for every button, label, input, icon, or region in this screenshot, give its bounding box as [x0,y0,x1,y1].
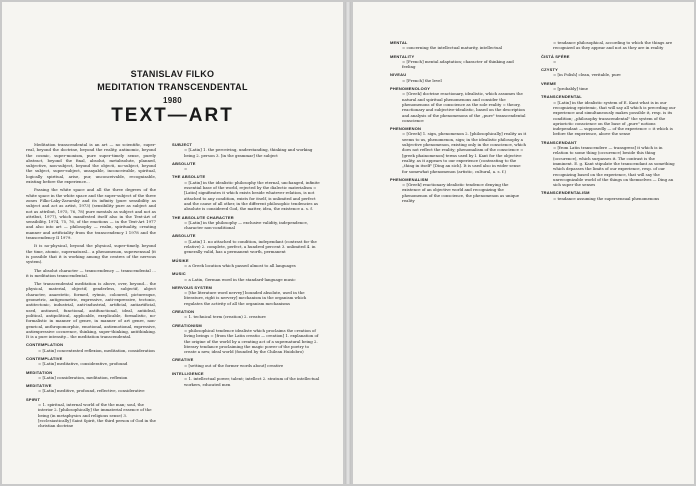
glossary-term: CREATION [172,309,195,315]
glossary-entry [390,72,527,83]
glossary-term: ČISTÁ SFÉRE [541,53,570,59]
glossary-term: CREATIVE [172,357,194,363]
glossary-term: NIVEAU [390,72,407,78]
glossary-definition: = tendance philosophical, according to which the things are recognized as they appear and not as they are in reality [553,40,673,51]
glossary-entry [541,40,676,51]
intro-paragraph: Passing the white space and all the three degrees of the white space in the white space and the super-subject of the three zones Filko-Laky-Zavarský and its infinity (pure sensibility as subject and act as artist, 1973) (sensibility pure as subject and not as attribut, 1975, 76, 78) pure mentals as subject and not as attribut, 1977), which manifested itself also in the Text-Art of sensibility, 1974, 75, 76, of the emotions — in the Text-Art 1977 and also into art — philosophy — realm, spirituality, creating manner and artificiality from the transcendency I 1978 and the transcendency II 1979. [26,187,156,241]
glossary-definition: = [Greek] 1. sign, phenomenon 2. [philosophically] reality as it seems to us, phenomenon, sign; in the idealistic philosophy a subjective phenomenon, existing only in the conscience, which does not reflect the reality; phenomalism of the conscience = [greek phainomenon] terms used by I. Kant for the objective reality, as it appears to our experience (contrasting to the „thing in itself" [Ding an sich]. It is used also in wider sense for somewhat phenomenon (artistic, cultural, a. s. f.) [402,131,527,174]
glossary-entry [390,54,527,70]
glossary-term: MUSIC [172,271,186,277]
glossary-column [541,40,676,204]
work-title: MEDITATION TRANSCENDENTAL [97,82,248,92]
glossary-term: ABSOLUTE [172,233,196,239]
glossary-definition: = [184,166,188,172]
glossary-column [172,142,322,390]
glossary-definition: = [Latin] in the idealistic philosophy the eternal, unchanged, infinite essential base of the world, rejected by the dialectic materialism = [Latin] signifieates it which exists beside whatever relation, is not attached to any condition, exists for itself, is unlimited and perfect and the cause of all other, in the different philosophic tendencies as absolute is considered God, the matter, idea, the existence a. s. f. [184,179,320,212]
glossary-definition: = [Greek] doctrine reactionary, idealistic, which assumes the natural and spiritual phenomenons and consider the phenomenons of the conscience as the sole reality = theory, reactionary and subjective-idealistic, based on the description and analysis of the phenomenons of the „pure" transcendental conscience [402,91,526,123]
glossary-definition: = [Latin] 1. the perceiving, understanding, thinking and working being 2. person 3. [in the grammar] the subject [184,147,313,158]
glossary-term: PHENOMENOLOGY [390,86,431,92]
glossary-list [26,342,156,428]
glossary-definition: = 1. intellectual power, talent; intellect 2. stratum of the intellectual workers, educated men [184,376,320,387]
glossary-entry [172,271,322,282]
glossary-term: PHENOMENALISM [390,176,429,182]
intro-paragraph: It is no-physical, beyond the physical, super-timely, beyond the time, atomic, supernatural... a phenomenon, supersensual (it is possible that it is working among the centres of the nervous system). [26,243,156,265]
right-page [353,2,694,484]
glossary-definition: = [French] mental adaptation; character of thinking and feeling [402,58,514,70]
glossary-definition: = [the literature word nervey] bounded absolute, used in the literature, right is nervery] mechanism in the organism which regulates the activity of all the organism mechanisms [184,290,307,306]
glossary-definition: = concerning the intellectual maturity, intellectual [402,45,503,51]
glossary-term: NERVOUS SYSTEM [172,284,213,290]
glossary-definition: = a Latin, German word in the standard-language music [184,276,296,282]
glossary-term: MÚSIKE [172,257,189,263]
glossary-term: MEDITATIVE [26,383,52,389]
glossary-entry [26,356,156,367]
glossary-entry [541,94,676,136]
glossary-column [390,40,527,206]
glossary-entry [26,397,156,429]
intro-column [26,142,156,432]
glossary-term: TRANSCENDENTALISM [541,190,590,196]
glossary-term: SUBJECT [172,142,193,147]
glossary-entry [172,371,322,387]
book-gutter [345,2,351,484]
intro-paragraph: The transcendental meditation is above, over, beyond... the physical, material, objectif, genderless, subjectif, abject character, anaestetic, formed, rytmic, coloured, picturesque, geometric, antigeometric, expressive, anti-expressive, tectonic, antitectonic, industrial, anti-industrial, artificial, antiartificial, used, antiused, functional, antifunctional, ideal, antiideal, political, antipolitical, applicable, exeplicable, formalistic, no-formalistic in manner of genre, in manner of art genre, non-genrical, anthropomorphic, emotional, antiemotional, expressive, antiexpressive occurence, thinking, super-thinking, antithinking. It is a pure intensity... the meditation transcendental. [26,281,156,340]
glossary-definition: = tendance assuming the supersensual phenomenons [553,195,660,201]
glossary-entry [541,54,676,65]
glossary-term: MENTAL [390,40,408,45]
glossary-entry [390,177,527,203]
glossary-definition: = [553,58,557,64]
glossary-entry [541,190,676,201]
glossary-entry [26,370,156,381]
glossary-definition: = [in Polish] clean, veritable, pure [553,72,621,78]
intro-paragraph: The absolut character — transcendency — transcendental ... it is meditation transcendental. [26,267,156,278]
glossary-definition: = [Latin] concentrated reflexion, meditation, consideration [38,347,155,353]
glossary-term: ABSOLUTE [172,160,196,166]
glossary-definition: = philosophical tendence idealiste which proclaims the creation of living beings = [from the Latin creatio — creation] 1. explanation of the origine of the world by a creating act of a supernatural being 2. literary tendance proclaiming the magic power of the poetry to create a new, ideal world (founded by the Chilean Huidobro) [184,327,319,355]
glossary-term: CREATIONISM [172,322,202,328]
glossary-entry [26,383,156,394]
glossary-entry [390,86,527,123]
glossary-definition: = [Latin] in the philosophy — exclusive validity, independence, character non-conditional [184,219,309,231]
glossary-entry [541,67,676,78]
glossary-term: PHENOMENON [390,126,422,132]
glossary-entry [172,357,322,368]
glossary-term: MEDITATION [26,369,53,375]
glossary-term: INTELLIGENCE [172,370,204,376]
glossary-entry [172,142,322,158]
glossary-definition: = [Latin] 1. no attached to condition, independant (contrast for the relative) 2. complete, perfect, a hundred percent 3. unlimited 4. in generally valid, has a permanent worth, permanent [184,238,317,255]
glossary-definition: = [Greek] reactionary idealistic tendence denying the existence of an objective world and recognizing the phenomenon of the conscience, the phenomenon as unique reality [402,182,520,204]
glossary-entry [390,40,527,51]
glossary-entry [172,309,322,320]
glossary-term: TRANSCENDANT [541,139,577,145]
left-page [2,2,343,484]
glossary-entry [172,161,322,172]
glossary-term: THE ABSOLUTE CHARACTER [172,214,234,220]
glossary-definition: = [French] the level [402,77,442,83]
year: 1980 [163,96,182,105]
page-title: TEXT—ART [111,105,234,126]
glossary-entry [172,323,322,355]
glossary-entry [172,258,322,269]
glossary-definition: = a Greek location which passed almost to all languages [184,262,296,268]
glossary-definition: = [probably] time [553,86,589,92]
glossary-definition: = [Latin] in the idealistic system of E. Kant what is in our recognizing epistemic, that will say all which is preceding our experience and simultaneously makes possible it, resp. is its condition; „philosophy transcendental" the system of the apriorictic conscience on the base of „pure" notions independant — supposedly — of the experience = it which is before the experience, above the sense [553,99,676,137]
glossary-entry [26,342,156,353]
glossary-definition: = 1. technical term (creation) 2. creature [184,314,266,320]
glossary-term: CZYSTY [541,67,558,73]
glossary-definition: = [Latin] meditative, considerative, profound [38,361,128,367]
glossary-entry [390,126,527,174]
intro-paragraph: Meditation transcendental is an art — no scientific, super-real, beyond the doctrine, beyond the reality, antinomic, beyond the cosmic, super-monism, pure super-timely sense, purely abstract, beyond the final, absolut, metabsolute, planned, subjective, non-subject, beyond the objecti, no-subject, beyond the subject, super-subject, unsayable, inconceivable, spiritual, logically spiritual, arise, pur, unconceivable, recognizable, existing before the experience... [26,142,156,185]
glossary-term: TRANSCENDENTAL [541,94,582,100]
glossary-term: VREME [541,80,557,86]
author-name: STANISLAV FILKO [130,69,215,79]
glossary-term: SPIRIT [26,396,41,402]
glossary-entry [541,140,676,188]
glossary-entry [172,233,322,254]
glossary-entry [172,215,322,231]
glossary-definition: = [setting out of the former words about] creative [184,362,284,368]
glossary-definition: = [Latin] meditive, profound, reflective, considerative [38,388,145,394]
glossary-definition: = [Latin] consideration, meditation, reflexion [38,374,128,380]
glossary-term: THE ABSOLUTE [172,174,206,180]
glossary-definition: = [from Latin transcendere — transgress] it which is in relation to some thing (occurence) beside this thing (occurence), which surpasses it. The contrast is the imminent. E. g. Kant stipulate the transcendant as something which depasses the limits of our experience, resp. of our recognizing based on the experience, that will say the unrecognizable world of the things on themselves — Ding an sich super the senses [553,145,675,188]
glossary-entry [541,81,676,92]
glossary-entry [172,285,322,306]
glossary-term: CONTEMPLATIVE [26,355,63,361]
glossary-term: CONTEMPLATION [26,342,64,348]
glossary-term: MENTALITY [390,53,415,59]
glossary-entry [172,174,322,211]
glossary-definition: = 1. spiritual, internal world of the the man; soul, the interior 2. [philosophically] the immaterial essence of the being (in metaphysics and religious sense) 3. [ecclesiastically] Saint Spirit, the third person of God in the christian doctrine [38,402,156,429]
